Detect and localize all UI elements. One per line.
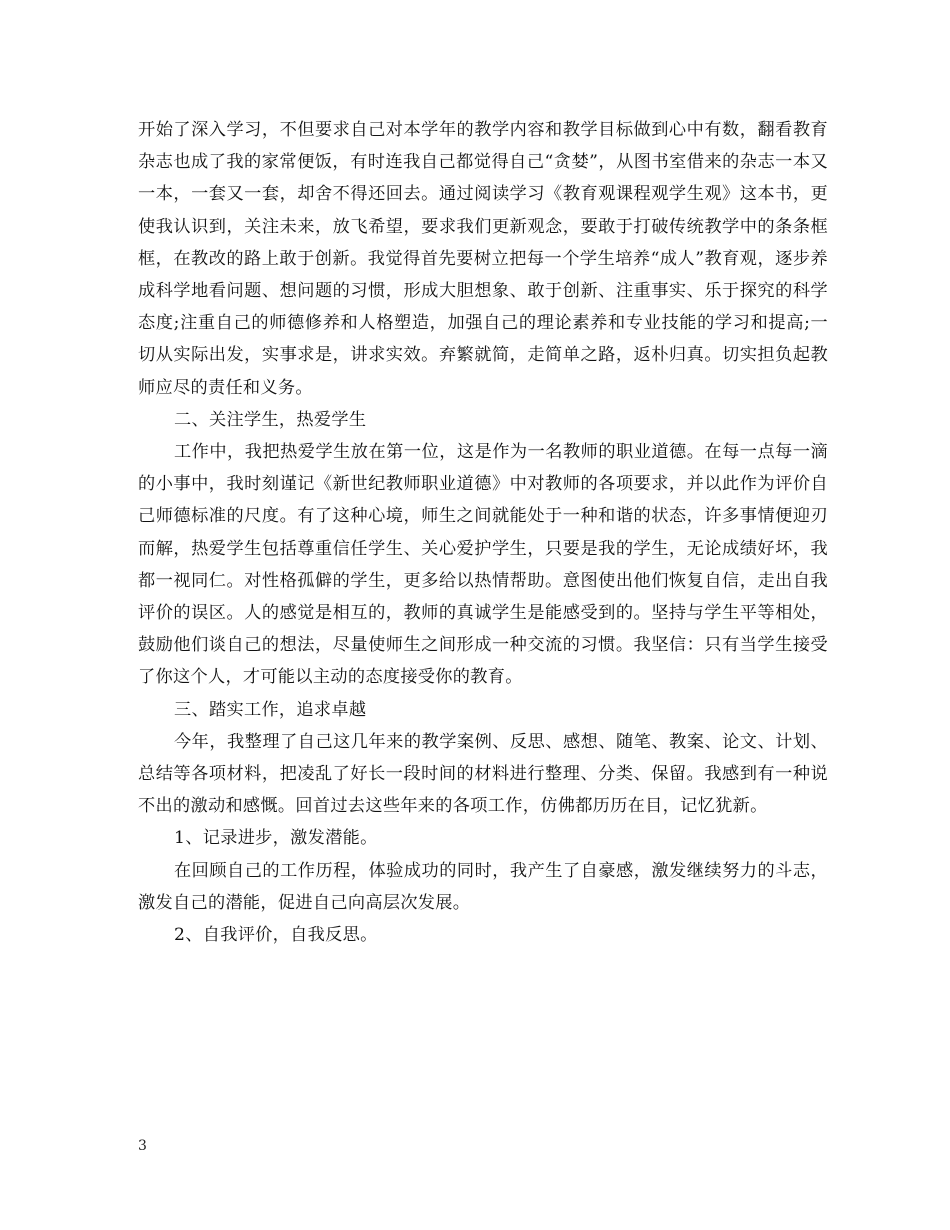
page-number: 3 <box>138 1138 147 1154</box>
paragraph-review-career: 在回顾自己的工作历程，体验成功的同时，我产生了自豪感，激发继续努力的斗志，激发自己的潜能，促进自己向高层次发展。 <box>138 860 828 913</box>
paragraph-love-students: 工作中，我把热爱学生放在第一位，这是作为一名教师的职业道德。在每一点每一滴的小事中，我时刻谨记《新世纪教师职业道德》中对教师的各项要求，并以此作为评价自己师德标准的尺度。有了这种心境，师生之间就能处于一种和谐的状态，许多事情便迎刃而解，热爱学生包括尊重信任学生、关心爱护学生，只要是我的学生，无论成绩好坏，我都一视同仁。对性格孤僻的学生，更多给以热情帮助。意图使出他们恢复自信，走出自我评价的误区。人的感觉是相互的，教师的真诚学生是能感受到的。坚持与学生平等相处，鼓励他们谈自己的想法，尽量使师生之间形成一种交流的习惯。我坚信：只有当学生接受了你这个人，才可能以主动的态度接受你的教育。 <box>138 442 828 688</box>
section-heading-care-for-students: 二、关注学生，热爱学生 <box>174 409 367 430</box>
subheading-record-progress: 1、记录进步，激发潜能。 <box>174 828 378 849</box>
document-body <box>138 114 828 951</box>
section-heading-work-hard: 三、踏实工作，追求卓越 <box>174 699 367 720</box>
paragraph-continuation: 开始了深入学习，不但要求自己对本学年的教学内容和教学目标做到心中有数，翻看教育杂志也成了我的家常便饭，有时连我自己都觉得自己“贪婪”，从图书室借来的杂志一本又一本，一套又一套，却舍不得还回去。通过阅读学习《教育观课程观学生观》这本书，更使我认识到，关注未来，放飞希望，要求我们更新观念，要敢于打破传统教学中的条条框框，在教改的路上敢于创新。我觉得首先要树立把每一个学生培养“成人”教育观，逐步养成科学地看问题、想问题的习惯，形成大胆想象、敢于创新、注重事实、乐于探究的科学态度;注重自己的师德修养和人格塑造，加强自己的理论素养和专业技能的学习和提高;一切从实际出发，实事求是，讲求实效。弃繁就简，走简单之路，返朴归真。切实担负起教师应尽的责任和义务。 <box>138 120 828 398</box>
subheading-self-evaluation: 2、自我评价，自我反思。 <box>174 925 378 946</box>
paragraph-organize-materials: 今年，我整理了自己这几年来的教学案例、反思、感想、随笔、教案、论文、计划、总结等各项材料，把凌乱了好长一段时间的材料进行整理、分类、保留。我感到有一种说不出的激动和感慨。回首过去这些年来的各项工作，仿佛都历历在目，记忆犹新。 <box>138 731 828 817</box>
